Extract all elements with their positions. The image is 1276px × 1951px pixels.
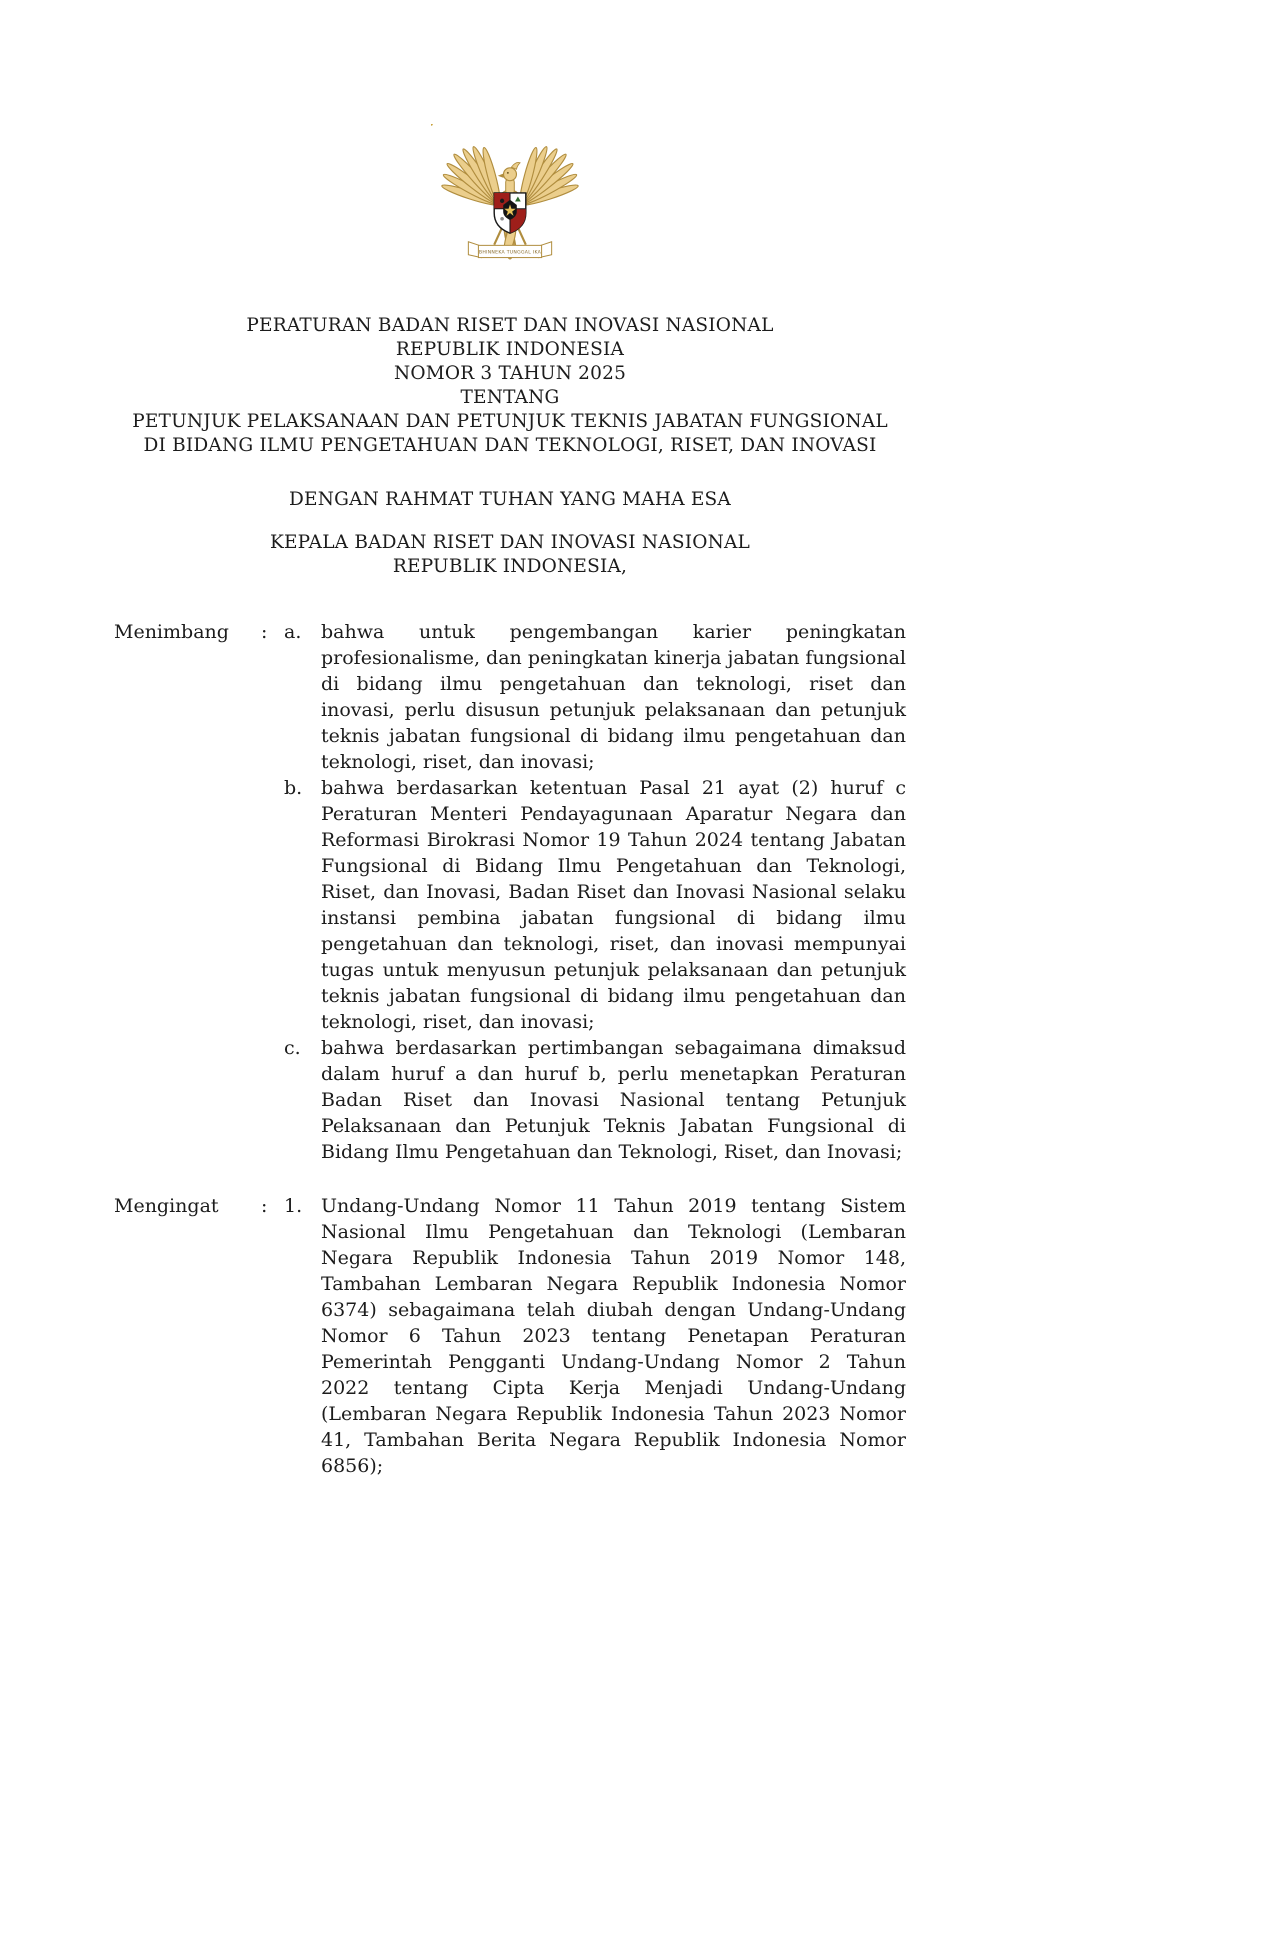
menimbang-items <box>284 619 906 1165</box>
grace-line: DENGAN RAHMAT TUHAN YANG MAHA ESA <box>289 488 731 510</box>
mengingat-item-1 <box>284 1193 906 1479</box>
title-line-1: PERATURAN BADAN RISET DAN INOVASI NASIONAL <box>246 314 774 336</box>
title-line-2: REPUBLIK INDONESIA <box>395 338 625 360</box>
title-line-5: PETUNJUK PELAKSANAAN DAN PETUNJUK TEKNIS JABATAN FUNGSIONAL <box>132 410 888 432</box>
authority-block <box>114 531 906 579</box>
title-block <box>114 314 906 458</box>
head <box>498 162 520 180</box>
title-line-6: DI BIDANG ILMU PENGETAHUAN DAN TEKNOLOGI, RISET, DAN INOVASI <box>143 434 877 456</box>
mengingat-label: Mengingat <box>114 1194 219 1217</box>
menimbang-item-b <box>284 775 906 1035</box>
menimbang-label: Menimbang <box>114 620 229 643</box>
menimbang-section <box>114 619 906 1165</box>
authority-line-2: REPUBLIK INDONESIA, <box>392 555 628 577</box>
title-line-3: NOMOR 3 TAHUN 2025 <box>393 362 627 384</box>
emblem-motto-text: BHINNEKA TUNGGAL IKA <box>478 250 542 256</box>
item-marker: 1. <box>284 1194 303 1217</box>
item-text: Undang-Undang Nomor 11 Tahun 2019 tentang Sistem Nasional Ilmu Pengetahuan dan Teknologi (Lembaran Negara Republik Indonesia Tahun 2019 Nomor 148, Tambahan Lembaran Negara Republik Indonesia Nomor 6374) sebagaimana telah diubah dengan Undang-Undang Nomor 6 Tahun 2023 tentang Penetapan Peraturan Pemerintah Pengganti Undang-Undang Nomor 2 Tahun 2022 tentang Cipta Kerja Menjadi Undang-Undang (Lembaran Negara Republik Indonesia Tahun 2023 Nomor 41, Tambahan Berita Negara Republik Indonesia Nomor 6856); <box>321 1194 906 1477</box>
item-text: bahwa berdasarkan ketentuan Pasal 21 ayat (2) huruf c Peraturan Menteri Pendayagunaan Aparatur Negara dan Reformasi Birokrasi Nomor 19 Tahun 2024 tentang Jabatan Fungsional di Bidang Ilmu Pengetahuan dan Teknologi, Riset, dan Inovasi, Badan Riset dan Inovasi Nasional selaku instansi pembina jabatan fungsional di bidang ilmu pengetahuan dan teknologi, riset, dan inovasi mempunyai tugas untuk menyusun petunjuk pelaksanaan dan petunjuk teknis jabatan fungsional di bidang ilmu pengetahuan dan teknologi, riset, dan inovasi; <box>321 776 906 1033</box>
mengingat-section <box>114 1193 906 1479</box>
mengingat-colon: : <box>261 1194 268 1217</box>
item-marker: a. <box>284 620 302 643</box>
authority-line-1: KEPALA BADAN RISET DAN INOVASI NASIONAL <box>269 531 751 553</box>
garuda-pancasila-emblem <box>431 124 589 268</box>
item-marker: c. <box>284 1036 301 1059</box>
mengingat-items <box>284 1193 906 1479</box>
menimbang-item-a <box>284 619 906 775</box>
item-marker: b. <box>284 776 303 799</box>
garuda-pancasila-svg <box>431 124 589 268</box>
title-line-4: TENTANG <box>460 386 560 408</box>
item-text: bahwa berdasarkan pertimbangan sebagaimana dimaksud dalam huruf a dan huruf b, perlu menetapkan Peraturan Badan Riset dan Inovasi Nasional tentang Petunjuk Pelaksanaan dan Petunjuk Teknis Jabatan Fungsional di Bidang Ilmu Pengetahuan dan Teknologi, Riset, dan Inovasi; <box>321 1036 906 1163</box>
menimbang-item-c <box>284 1035 906 1165</box>
menimbang-colon: : <box>261 620 268 643</box>
item-text: bahwa untuk pengembangan karier peningkatan profesionalisme, dan peningkatan kinerja jabatan fungsional di bidang ilmu pengetahuan dan teknologi, riset dan inovasi, perlu disusun petunjuk pelaksanaan dan petunjuk teknis jabatan fungsional di bidang ilmu pengetahuan dan teknologi, riset, dan inovasi; <box>321 620 906 773</box>
